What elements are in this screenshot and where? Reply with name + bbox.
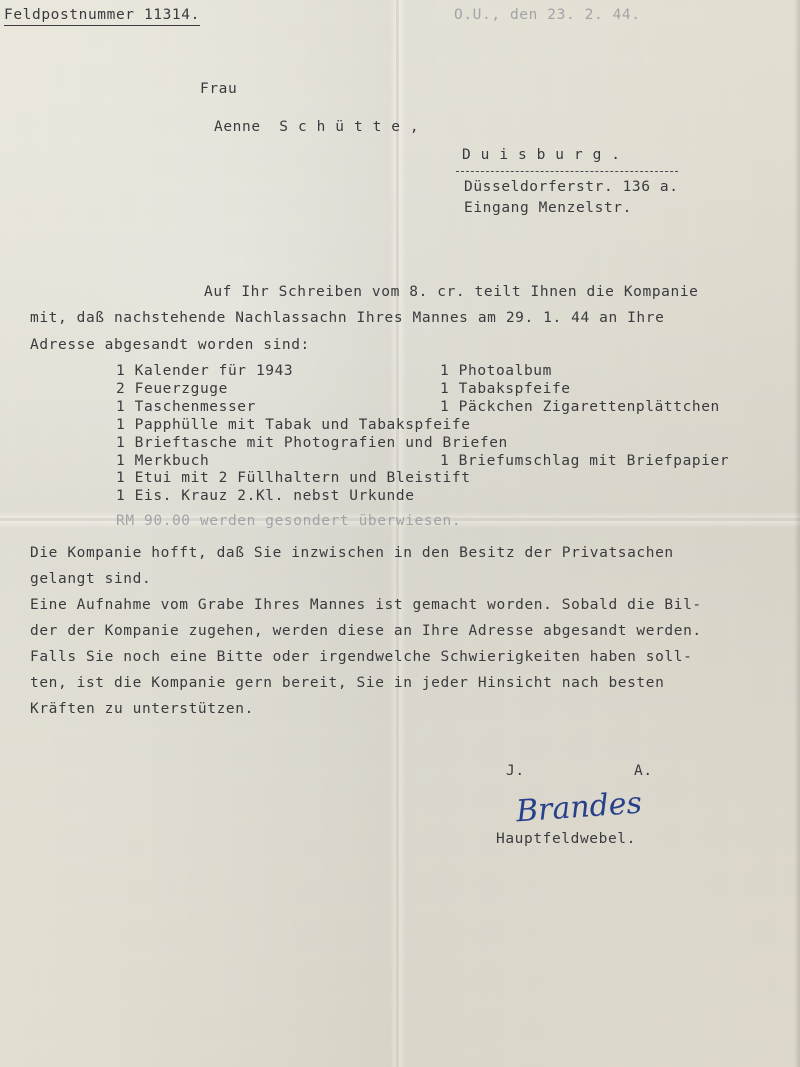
signature: Brandes (514, 785, 644, 830)
recipient-city: D u i s b u r g . (462, 147, 621, 163)
recipient-name: Aenne S c h ü t t e , (214, 119, 420, 135)
money-transfer-line: RM 90.00 werden gesondert überwiesen. (116, 513, 462, 529)
body-line: gelangt sind. (30, 571, 152, 587)
recipient-street: Düsseldorferstr. 136 a. (464, 179, 679, 195)
item-right: 1 Briefumschlag mit Briefpapier (440, 453, 730, 469)
item-right: 1 Tabakspfeife (440, 381, 571, 397)
rank: Hauptfeldwebel. (496, 831, 636, 847)
intro-line-3: Adresse abgesandt worden sind: (30, 337, 310, 353)
body-line: Eine Aufnahme vom Grabe Ihres Mannes ist gemacht worden. Sobald die Bil- (30, 597, 702, 613)
item-left: 1 Eis. Krauz 2.Kl. nebst Urkunde (116, 488, 415, 504)
fold-crease-vertical (396, 0, 399, 1067)
body-line: Kräften zu unterstützen. (30, 701, 254, 717)
recipient-entrance: Eingang Menzelstr. (464, 200, 632, 216)
body-line: Falls Sie noch eine Bitte oder irgendwelche Schwierigkeiten haben soll- (30, 649, 693, 665)
item-left: 1 Merkbuch (116, 453, 210, 469)
body-line: Die Kompanie hofft, daß Sie inzwischen in den Besitz der Privatsachen (30, 545, 674, 561)
address-rule (456, 171, 678, 172)
body-line: ten, ist die Kompanie gern bereit, Sie in jeder Hinsicht nach besten (30, 675, 665, 691)
intro-line-1: Auf Ihr Schreiben vom 8. cr. teilt Ihnen die Kompanie (204, 284, 699, 300)
item-left: 1 Brieftasche mit Photografien und Briefen (116, 435, 508, 451)
item-left: 1 Etui mit 2 Füllhaltern und Bleistift (116, 470, 471, 486)
item-right: 1 Photoalbum (440, 363, 552, 379)
item-left: 1 Papphülle mit Tabak und Tabakspfeife (116, 417, 471, 433)
item-left: 1 Kalender für 1943 (116, 363, 294, 379)
item-left: 2 Feuerzguge (116, 381, 228, 397)
body-line: der der Kompanie zugehen, werden diese an Ihre Adresse abgesandt werden. (30, 623, 702, 639)
salutation: Frau (200, 81, 238, 97)
page-edge-shadow (794, 0, 800, 1067)
closing-a: A. (634, 763, 653, 779)
item-right: 1 Päckchen Zigarettenplättchen (440, 399, 720, 415)
place-date: O.U., den 23. 2. 44. (454, 7, 641, 23)
intro-line-2: mit, daß nachstehende Nachlassachn Ihres Mannes am 29. 1. 44 an Ihre (30, 310, 665, 326)
fieldpost-number: Feldpostnummer 11314. (4, 8, 200, 26)
closing-j: J. (506, 763, 525, 779)
item-left: 1 Taschenmesser (116, 399, 256, 415)
